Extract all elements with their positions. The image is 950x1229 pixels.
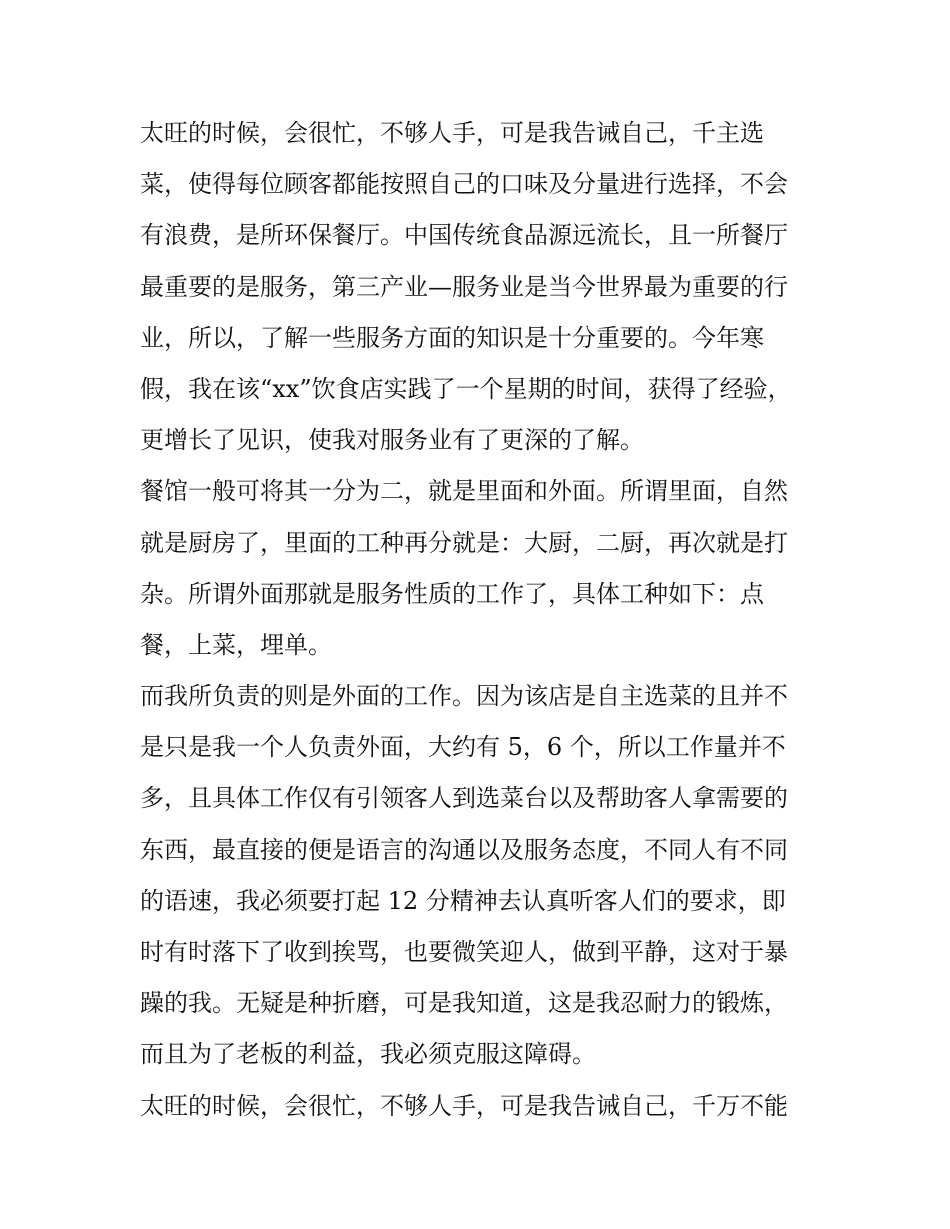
text-line: 餐，上菜，埋单。 (140, 630, 332, 659)
text-line: 菜，使得每位顾客都能按照自己的口味及分量进行选择，不会 (140, 170, 788, 199)
text-line: 而我所负责的则是外面的工作。因为该店是自主选菜的且并不 (140, 682, 788, 711)
text-line: 最重要的是服务，第三产业—服务业是当今世界最为重要的行 (140, 272, 788, 301)
text-line: 有浪费，是所环保餐厅。中国传统食品源远流长，且一所餐厅 (140, 221, 788, 250)
text-line: 东西，最直接的便是语言的沟通以及服务态度，不同人有不同 (140, 835, 788, 864)
text-line: 杂。所谓外面那就是服务性质的工作了，具体工种如下：点 (140, 579, 764, 608)
text-line: 是只是我一个人负责外面，大约有 5，6 个，所以工作量并不 (140, 733, 786, 762)
text-line: 时有时落下了收到挨骂，也要微笑迎人，做到平静，这对于暴 (140, 938, 788, 966)
text-line: 多，且具体工作仅有引领客人到选菜台以及帮助客人拿需要的 (140, 784, 788, 813)
text-line: 更增长了见识，使我对服务业有了更深的了解。 (140, 426, 644, 455)
text-line: 太旺的时候，会很忙，不够人手，可是我告诫自己，千万不能 (140, 1091, 788, 1120)
text-line: 业，所以，了解一些服务方面的知识是十分重要的。今年寒 (140, 323, 764, 352)
text-line: 就是厨房了，里面的工种再分就是：大厨，二厨，再次就是打 (140, 528, 788, 557)
text-line: 躁的我。无疑是种折磨，可是我知道，这是我忍耐力的锻炼， (140, 989, 788, 1018)
text-line: 餐馆一般可将其一分为二，就是里面和外面。所谓里面，自然 (140, 477, 788, 506)
text-line: 太旺的时候，会很忙，不够人手，可是我告诫自己，千主选 (140, 119, 764, 147)
text-line: 的语速，我必须要打起 12 分精神去认真听客人们的要求，即 (140, 886, 786, 915)
text-line: 而且为了老板的利益，我必须克服这障碍。 (140, 1040, 596, 1069)
body-text (140, 108, 820, 1132)
text-line: 假，我在该“xx”饮食店实践了一个星期的时间，获得了经验， (140, 374, 792, 403)
